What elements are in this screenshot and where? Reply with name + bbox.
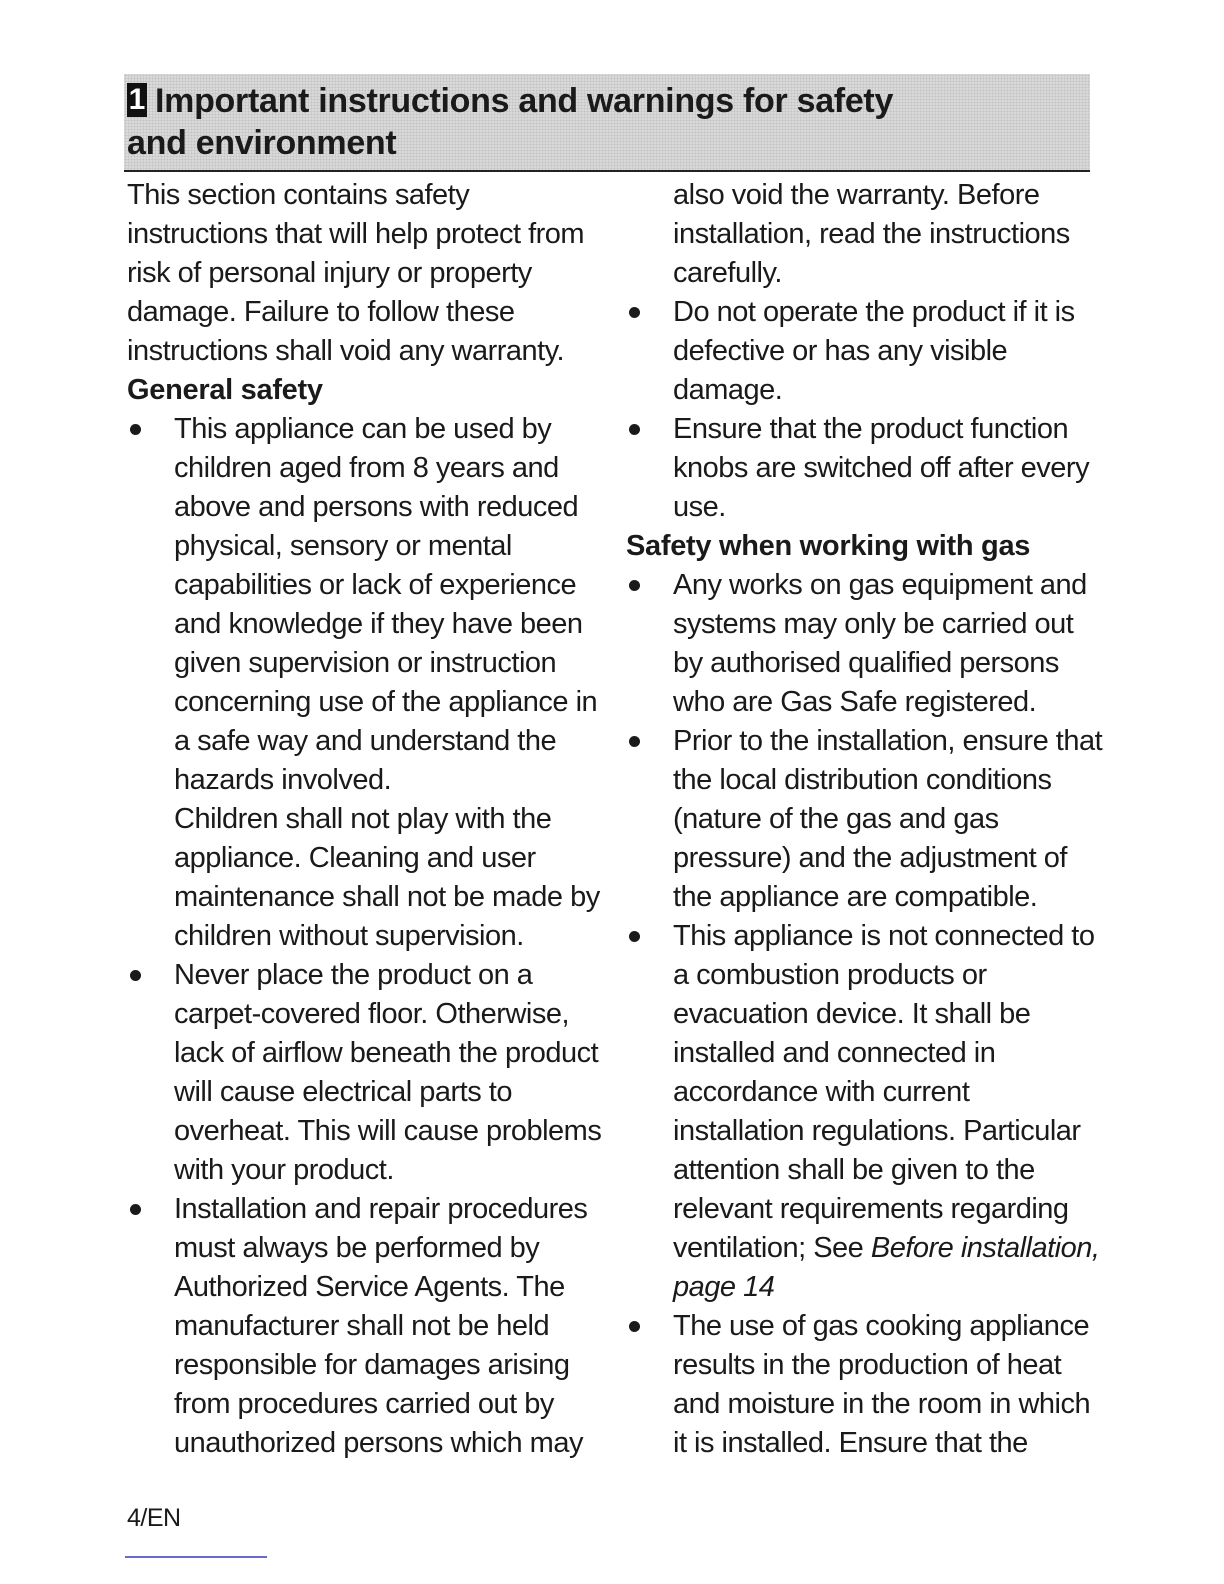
general-safety-list	[127, 410, 607, 800]
bullet-icon	[629, 580, 640, 591]
list-item-continuation: also void the warranty. Before installation, read the instructions carefully.	[673, 179, 1070, 289]
list-item-text: Do not operate the product if it is defective or has any visible damage.	[673, 296, 1075, 406]
general-safety-heading: General safety	[127, 374, 323, 406]
list-item-text: Installation and repair procedures must always be performed by Authorized Service Agents. The manufacturer shall not be held responsible for damages arising from procedures carried out by unauthorized persons which may	[174, 1193, 588, 1459]
intro-paragraph: This section contains safety instructions that will help protect from risk of personal injury or property damage. Failure to follow these instructions shall void any warranty.	[127, 179, 585, 367]
list-item-text: This appliance is not connected to a combustion products or evacuation device. It shall be installed and connected in accordance with current installation regulations. Particular attention shall be given to the relevant requirements regarding ventilation; See	[673, 920, 1095, 1264]
bullet-icon	[629, 931, 640, 942]
section-number: 1	[128, 83, 146, 116]
list-item	[626, 1307, 1106, 1463]
bullet-icon	[629, 1321, 640, 1332]
footer-underline	[125, 1556, 267, 1558]
general-safety-list-3	[626, 293, 1106, 527]
list-item	[626, 293, 1106, 410]
list-item-text: Ensure that the product function knobs are switched off after every use.	[673, 413, 1090, 523]
list-item	[127, 410, 607, 800]
bullet-icon	[130, 970, 141, 981]
bullet-icon	[130, 1204, 141, 1215]
list-item-text: Any works on gas equipment and systems may only be carried out by authorised qualified persons who are Gas Safe registered.	[673, 569, 1087, 718]
general-safety-list-2	[127, 956, 607, 1463]
list-item	[127, 956, 607, 1190]
page-number: 4/EN	[127, 1504, 181, 1532]
left-column	[127, 176, 607, 1463]
bullet-icon	[629, 736, 640, 747]
list-item	[626, 410, 1106, 527]
section-title: Important instructions and warnings for safety and environment	[127, 82, 894, 162]
list-item-continuation: Children shall not play with the appliance. Cleaning and user maintenance shall not be made by children without supervision.	[174, 803, 600, 952]
gas-safety-heading: Safety when working with gas	[626, 530, 1031, 562]
list-item	[626, 917, 1106, 1307]
bullet-icon	[130, 424, 141, 435]
section-header	[124, 74, 1090, 172]
cross-reference-link[interactable]: Before installation, page 14	[673, 1232, 1100, 1303]
list-item-text: The use of gas cooking appliance results in the production of heat and moisture in the room in which it is installed. Ensure that the	[673, 1310, 1091, 1459]
list-item	[626, 566, 1106, 722]
bullet-icon	[629, 307, 640, 318]
list-item	[127, 1190, 607, 1463]
list-item	[626, 722, 1106, 917]
list-item-text: This appliance can be used by children aged from 8 years and above and persons with reduced physical, sensory or mental capabilities or lack of experience and knowledge if they have been given supervision or instruction concerning use of the appliance in a safe way and understand the hazards involved.	[174, 413, 598, 796]
gas-safety-list	[626, 566, 1106, 1463]
bullet-icon	[629, 424, 640, 435]
list-item-text: Prior to the installation, ensure that the local distribution conditions (nature of the gas and gas pressure) and the adjustment of the appliance are compatible.	[673, 725, 1103, 913]
list-item-text: Never place the product on a carpet-covered floor. Otherwise, lack of airflow beneath the product will cause electrical parts to overheat. This will cause problems with your product.	[174, 959, 602, 1186]
right-column	[626, 176, 1106, 1463]
